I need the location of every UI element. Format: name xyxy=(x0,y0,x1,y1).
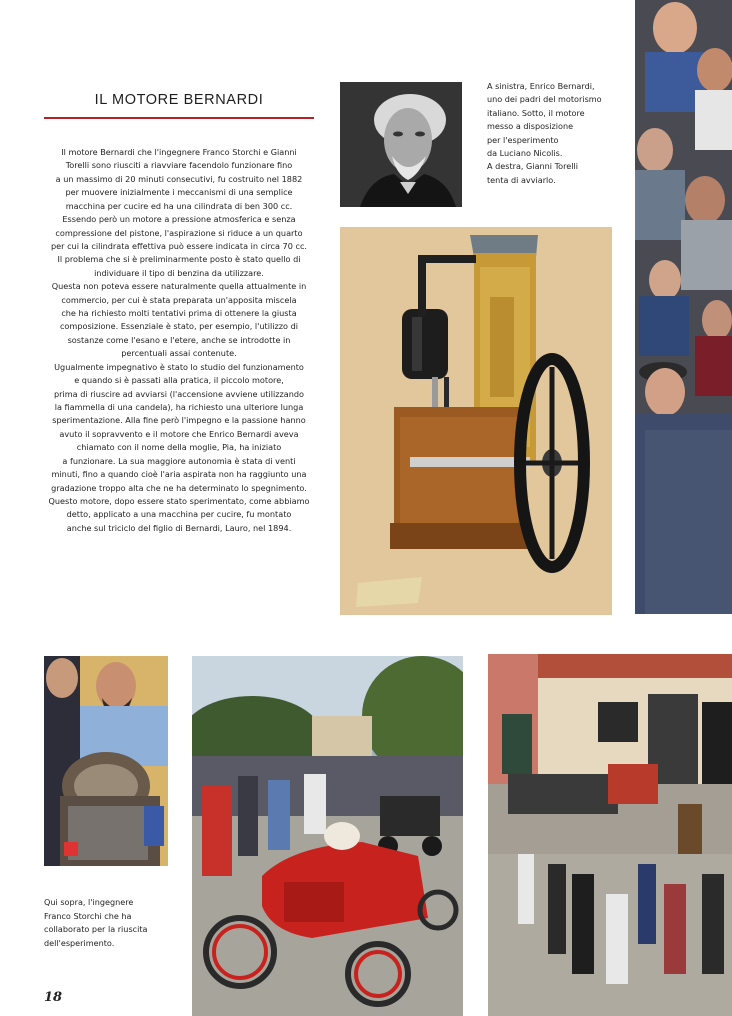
page-number: 18 xyxy=(44,990,63,1005)
franco-storchi-photo xyxy=(44,656,168,866)
title-underline xyxy=(44,117,314,119)
body-line: che ha richiesto molti tentativi prima di ottenere la giusta xyxy=(61,308,297,319)
body-line: sperimentazione. Alla fine però l'impegno e la passione hanno xyxy=(52,415,306,426)
body-line: per cui la cilindrata effettiva può essere indicata in circa 70 cc. xyxy=(51,240,307,251)
body-line: Il motore Bernardi che l'ingegnere Franco Storchi e Gianni xyxy=(61,147,297,157)
body-line: Torelli sono riusciti a riavviare facendolo funzionare fino xyxy=(65,160,293,171)
courtyard-photo xyxy=(488,654,732,1016)
body-line: detto, applicato a una macchina per cucire, fu montato xyxy=(66,509,292,520)
caption-line: tenta di avviarlo. xyxy=(487,174,556,185)
body-line: individuare il tipo di benzina da utilizzare. xyxy=(94,267,264,278)
body-line: minuti, fino a quando cioè l'aria aspirata non ha raggiunto una xyxy=(51,469,307,480)
body-line: commercio, per cui è stata preparata un'apposita miscela xyxy=(61,294,297,305)
caption-line: Qui sopra, l'ingegnere xyxy=(44,897,134,907)
article-body xyxy=(44,146,314,535)
body-line: prima di riuscire ad avviarsi (l'accensione avviene utilizzando xyxy=(53,388,305,399)
body-line: per muovere inizialmente i meccanismi di una semplice xyxy=(65,187,293,198)
caption-line: Franco Storchi che ha xyxy=(44,910,132,921)
body-line: Il problema che si è preliminarmente posto è stato quello di xyxy=(57,254,301,265)
engine-photo xyxy=(340,227,612,615)
caption-top-right xyxy=(487,80,627,187)
caption-line: da Luciano Nicolis. xyxy=(487,148,563,159)
body-line: Questa non poteva essere naturalmente quella attualmente in xyxy=(51,281,307,292)
body-line: la fiammella di una candela), ha richiesto una ulteriore lunga xyxy=(54,402,304,413)
body-line: chiamato con il nome della moglie, Pia, ha iniziato xyxy=(76,442,282,453)
body-line: compressione del pistone, l'aspirazione si riduce a un quarto xyxy=(55,227,303,238)
caption-line: dell'esperimento. xyxy=(44,937,115,948)
red-car-photo xyxy=(192,656,463,1016)
body-line: a un massimo di 20 minuti consecutivi, fu costruito nel 1882 xyxy=(55,173,303,184)
body-line: Questo motore, dopo essere stato sperimentato, come abbiamo xyxy=(48,495,310,506)
caption-line: collaborato per la riuscita xyxy=(44,924,148,934)
body-line: a funzionare. La sua maggiore autonomia è stata di venti xyxy=(62,455,296,466)
body-line: e quando si è passati alla pratica, il piccolo motore, xyxy=(74,375,284,386)
body-line: Ugualmente impegnativo è stato lo studio del funzionamento xyxy=(54,361,304,372)
body-line: macchina per cucire ed ha una cilindrata di ben 300 cc. xyxy=(65,200,293,211)
caption-line: per l'esperimento xyxy=(487,134,559,145)
body-line: avuto il sopravvento e il motore che Enrico Bernardi aveva xyxy=(59,428,299,439)
body-line: gradazione troppo alta che ne ha determinato lo spegnimento. xyxy=(51,482,307,493)
body-line: sostanze come l'esano e l'etere, anche se introdotte in xyxy=(67,334,291,345)
article-title: IL MOTORE BERNARDI xyxy=(94,92,264,108)
caption-line: uno dei padri del motorismo xyxy=(487,94,602,105)
caption-line: A destra, Gianni Torelli xyxy=(487,161,579,172)
body-line: Essendo però un motore a pressione atmosferica e senza xyxy=(62,214,296,225)
caption-bottom-left xyxy=(44,896,184,950)
body-line: percentuali assai contenute. xyxy=(121,348,237,359)
body-line: composizione. Essenziale è stato, per esempio, l'utilizzo di xyxy=(59,321,299,332)
body-line: anche sul triciclo del figlio di Bernardi, Lauro, nel 1894. xyxy=(66,522,292,533)
caption-line: messo a disposizione xyxy=(487,121,574,132)
crowd-photo xyxy=(635,0,732,614)
caption-line: A sinistra, Enrico Bernardi, xyxy=(487,81,595,91)
caption-line: italiano. Sotto, il motore xyxy=(487,107,585,118)
portrait-photo-enrico-bernardi xyxy=(340,82,462,207)
